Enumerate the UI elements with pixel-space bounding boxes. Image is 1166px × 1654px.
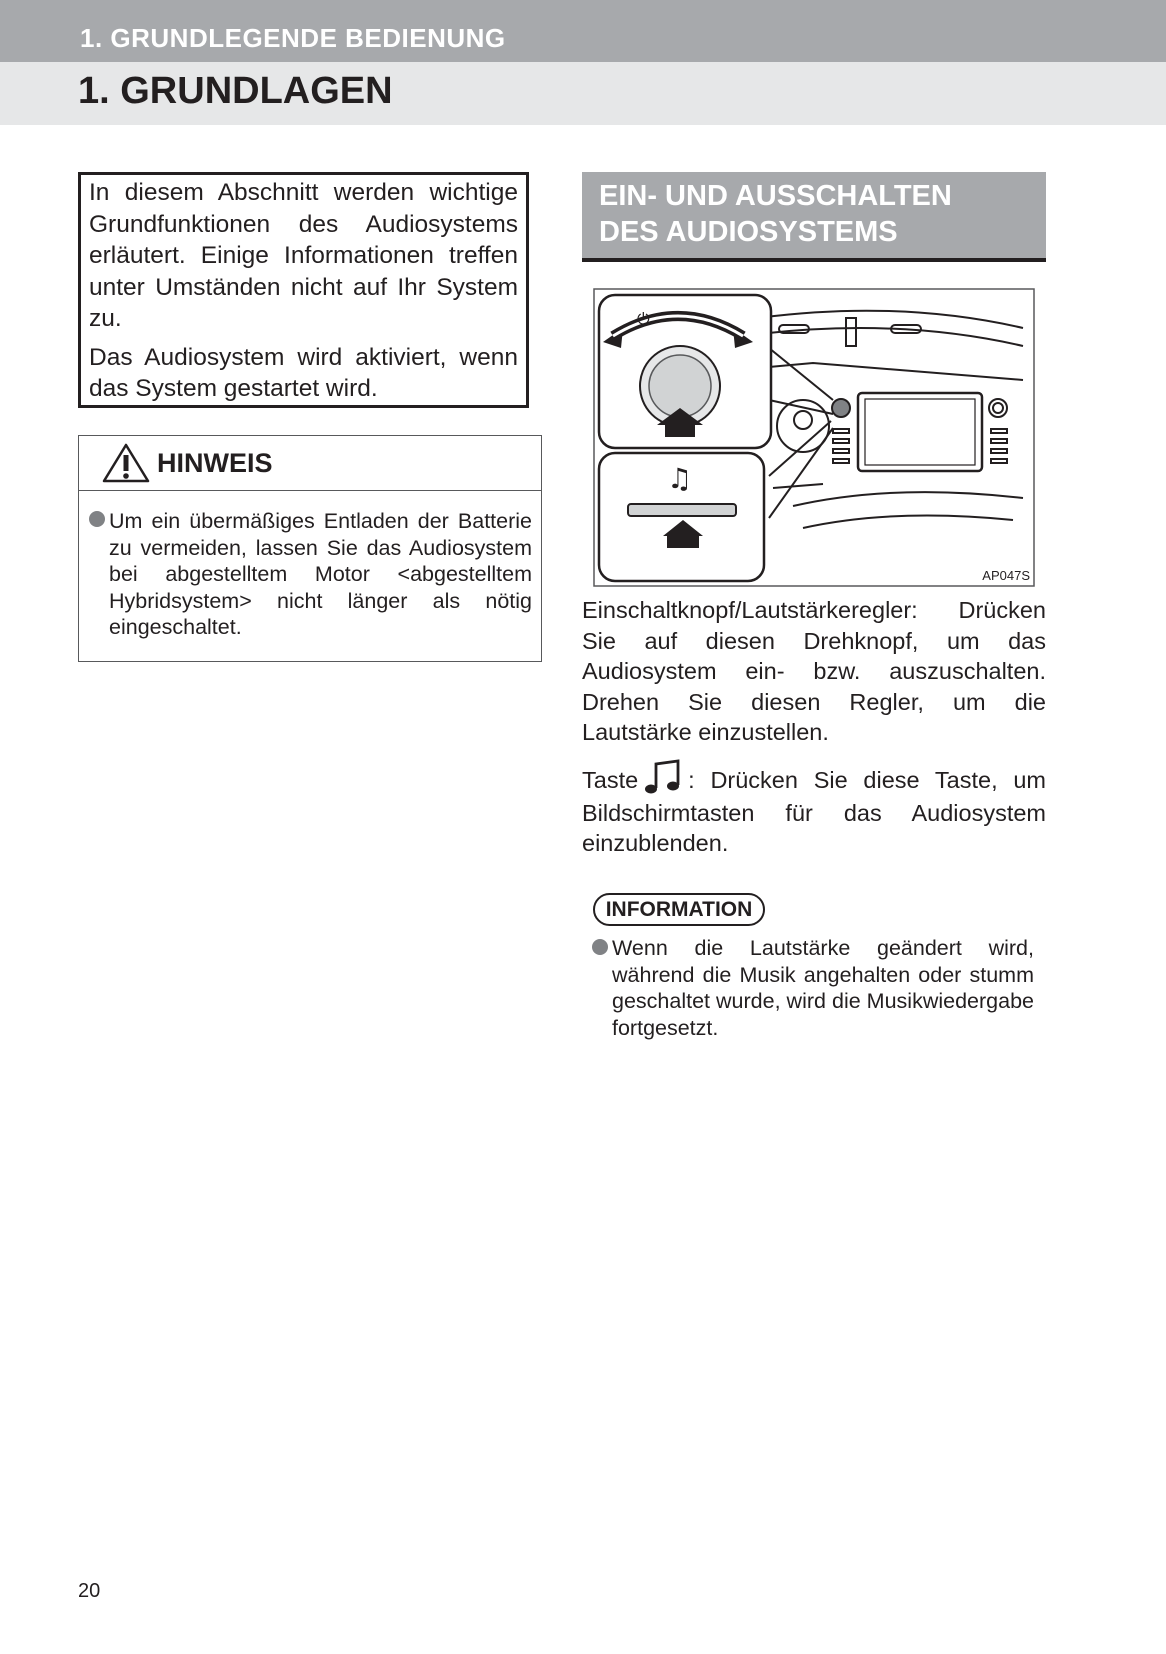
bullet-icon — [592, 939, 608, 955]
intro-paragraph: Das Audiosystem wird aktiviert, wenn das System gestartet wird. — [89, 343, 518, 402]
chapter-header-bar — [0, 0, 1166, 62]
button-description — [582, 765, 1046, 859]
information-text: Wenn die Lautstärke geändert wird, während die Musik angehalten oder stumm geschaltet wurde, wird die Musikwiedergabe fortgesetzt. — [612, 936, 1034, 1040]
notice-text: Um ein übermäßiges Entladen der Batterie zu vermeiden, lassen Sie das Audiosystem bei abgestelltem Motor <abgestelltem Hybridsystem> nicht länger als nötig eingeschaltet. — [109, 509, 532, 639]
volume-knob-callout — [599, 295, 771, 448]
notice-box — [78, 435, 542, 662]
page-title: 1. GRUNDLAGEN — [78, 70, 393, 112]
button-description-prefix: Taste — [582, 767, 639, 793]
figure-code: AP047S — [982, 568, 1030, 583]
page-number: 20 — [78, 1580, 101, 1602]
knob-description: Einschaltknopf/Lautstärkeregler: Drücken Sie auf diesen Drehknopf, um das Audiosystem ein- bzw. auszuschalten. Drehen Sie diesen Regler, um die Lautstärke einzustellen. — [582, 597, 1046, 745]
notice-header — [79, 436, 541, 491]
intro-paragraph: In diesem Abschnitt werden wichtige Grundfunktionen des Audiosystems erläutert. Einige Informationen treffen unter Umständen nicht auf Ihr System zu. — [89, 179, 518, 332]
warning-icon — [101, 442, 151, 484]
music-button-icon — [644, 758, 684, 798]
chapter-title: 1. GRUNDLEGENDE BEDIENUNG — [80, 23, 506, 53]
information-badge: INFORMATION — [593, 893, 765, 926]
section-heading-line: EIN- UND AUSSCHALTEN — [599, 180, 952, 212]
intro-box — [78, 172, 529, 408]
section-heading-line: DES AUDIOSYSTEMS — [599, 216, 898, 248]
button-description-suffix: : Drücken Sie diese Taste, um Bildschirmtasten für das Audiosystem einzublenden. — [582, 767, 1046, 857]
music-note-icon: ♫ — [667, 462, 693, 495]
audio-controls-illustration — [593, 288, 1035, 587]
bullet-icon — [89, 511, 105, 527]
power-icon: ⏻ — [637, 309, 650, 328]
notice-label: HINWEIS — [157, 448, 273, 478]
section-heading — [582, 172, 1046, 262]
audio-button-callout — [599, 453, 764, 581]
section-title-bar — [0, 62, 1166, 125]
